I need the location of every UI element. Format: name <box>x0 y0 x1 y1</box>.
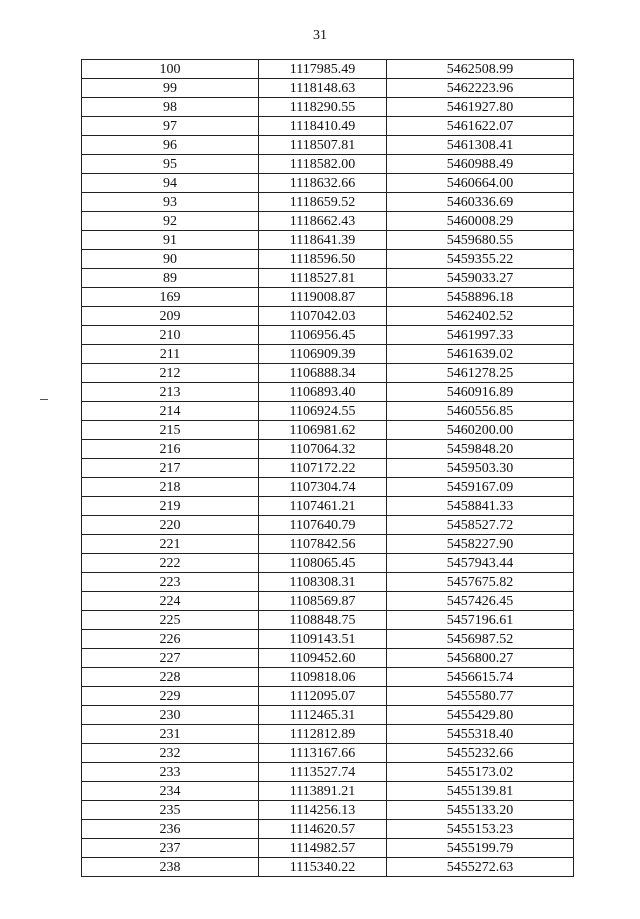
point-number-cell: 92 <box>82 212 259 231</box>
y-coordinate-cell: 5459680.55 <box>387 231 574 250</box>
x-coordinate-cell: 1118582.00 <box>259 155 387 174</box>
x-coordinate-cell: 1107042.03 <box>259 307 387 326</box>
x-coordinate-cell: 1118148.63 <box>259 79 387 98</box>
table-row <box>82 136 574 155</box>
x-coordinate-cell: 1107842.56 <box>259 535 387 554</box>
x-coordinate-cell: 1107461.21 <box>259 497 387 516</box>
y-coordinate-cell: 5456800.27 <box>387 649 574 668</box>
table-row <box>82 839 574 858</box>
table-row <box>82 763 574 782</box>
x-coordinate-cell: 1118507.81 <box>259 136 387 155</box>
x-coordinate-cell: 1109143.51 <box>259 630 387 649</box>
table-row <box>82 307 574 326</box>
table-row <box>82 402 574 421</box>
table-row <box>82 554 574 573</box>
y-coordinate-cell: 5458841.33 <box>387 497 574 516</box>
table-row <box>82 98 574 117</box>
x-coordinate-cell: 1113527.74 <box>259 763 387 782</box>
point-number-cell: 227 <box>82 649 259 668</box>
y-coordinate-cell: 5459355.22 <box>387 250 574 269</box>
point-number-cell: 169 <box>82 288 259 307</box>
table-row <box>82 288 574 307</box>
x-coordinate-cell: 1108308.31 <box>259 573 387 592</box>
point-number-cell: 89 <box>82 269 259 288</box>
table-row <box>82 250 574 269</box>
y-coordinate-cell: 5461278.25 <box>387 364 574 383</box>
x-coordinate-cell: 1107064.32 <box>259 440 387 459</box>
y-coordinate-cell: 5459033.27 <box>387 269 574 288</box>
x-coordinate-cell: 1108848.75 <box>259 611 387 630</box>
table-row <box>82 117 574 136</box>
x-coordinate-cell: 1106888.34 <box>259 364 387 383</box>
x-coordinate-cell: 1113167.66 <box>259 744 387 763</box>
point-number-cell: 91 <box>82 231 259 250</box>
x-coordinate-cell: 1108569.87 <box>259 592 387 611</box>
y-coordinate-cell: 5455580.77 <box>387 687 574 706</box>
x-coordinate-cell: 1115340.22 <box>259 858 387 877</box>
point-number-cell: 233 <box>82 763 259 782</box>
y-coordinate-cell: 5455272.63 <box>387 858 574 877</box>
point-number-cell: 222 <box>82 554 259 573</box>
y-coordinate-cell: 5460336.69 <box>387 193 574 212</box>
table-row <box>82 79 574 98</box>
x-coordinate-cell: 1118290.55 <box>259 98 387 117</box>
point-number-cell: 95 <box>82 155 259 174</box>
y-coordinate-cell: 5457426.45 <box>387 592 574 611</box>
page-number: 31 <box>313 28 327 43</box>
table-row <box>82 212 574 231</box>
y-coordinate-cell: 5455429.80 <box>387 706 574 725</box>
table-row <box>82 687 574 706</box>
point-number-cell: 217 <box>82 459 259 478</box>
x-coordinate-cell: 1118659.52 <box>259 193 387 212</box>
coordinates-table-body <box>82 60 574 877</box>
y-coordinate-cell: 5458896.18 <box>387 288 574 307</box>
point-number-cell: 234 <box>82 782 259 801</box>
y-coordinate-cell: 5461927.80 <box>387 98 574 117</box>
point-number-cell: 221 <box>82 535 259 554</box>
table-row <box>82 421 574 440</box>
point-number-cell: 94 <box>82 174 259 193</box>
table-row <box>82 440 574 459</box>
table-row <box>82 231 574 250</box>
point-number-cell: 229 <box>82 687 259 706</box>
x-coordinate-cell: 1112812.89 <box>259 725 387 744</box>
x-coordinate-cell: 1107304.74 <box>259 478 387 497</box>
y-coordinate-cell: 5461622.07 <box>387 117 574 136</box>
y-coordinate-cell: 5456987.52 <box>387 630 574 649</box>
point-number-cell: 225 <box>82 611 259 630</box>
y-coordinate-cell: 5461308.41 <box>387 136 574 155</box>
point-number-cell: 90 <box>82 250 259 269</box>
point-number-cell: 218 <box>82 478 259 497</box>
point-number-cell: 215 <box>82 421 259 440</box>
table-row <box>82 801 574 820</box>
x-coordinate-cell: 1118641.39 <box>259 231 387 250</box>
table-row <box>82 383 574 402</box>
table-row <box>82 592 574 611</box>
x-coordinate-cell: 1118632.66 <box>259 174 387 193</box>
y-coordinate-cell: 5461639.02 <box>387 345 574 364</box>
point-number-cell: 209 <box>82 307 259 326</box>
point-number-cell: 100 <box>82 60 259 79</box>
y-coordinate-cell: 5456615.74 <box>387 668 574 687</box>
table-row <box>82 820 574 839</box>
y-coordinate-cell: 5457943.44 <box>387 554 574 573</box>
y-coordinate-cell: 5460200.00 <box>387 421 574 440</box>
x-coordinate-cell: 1112095.07 <box>259 687 387 706</box>
x-coordinate-cell: 1106909.39 <box>259 345 387 364</box>
x-coordinate-cell: 1107640.79 <box>259 516 387 535</box>
margin-mark <box>40 399 48 400</box>
y-coordinate-cell: 5459848.20 <box>387 440 574 459</box>
table-row <box>82 668 574 687</box>
x-coordinate-cell: 1107172.22 <box>259 459 387 478</box>
table-row <box>82 174 574 193</box>
point-number-cell: 216 <box>82 440 259 459</box>
table-row <box>82 725 574 744</box>
y-coordinate-cell: 5457196.61 <box>387 611 574 630</box>
table-row <box>82 478 574 497</box>
y-coordinate-cell: 5455199.79 <box>387 839 574 858</box>
x-coordinate-cell: 1109452.60 <box>259 649 387 668</box>
point-number-cell: 231 <box>82 725 259 744</box>
x-coordinate-cell: 1112465.31 <box>259 706 387 725</box>
table-row <box>82 649 574 668</box>
table-row <box>82 155 574 174</box>
point-number-cell: 212 <box>82 364 259 383</box>
point-number-cell: 224 <box>82 592 259 611</box>
point-number-cell: 93 <box>82 193 259 212</box>
table-row <box>82 516 574 535</box>
table-row <box>82 364 574 383</box>
x-coordinate-cell: 1109818.06 <box>259 668 387 687</box>
y-coordinate-cell: 5455133.20 <box>387 801 574 820</box>
point-number-cell: 237 <box>82 839 259 858</box>
x-coordinate-cell: 1118527.81 <box>259 269 387 288</box>
y-coordinate-cell: 5458527.72 <box>387 516 574 535</box>
y-coordinate-cell: 5455139.81 <box>387 782 574 801</box>
table-row <box>82 744 574 763</box>
table-row <box>82 706 574 725</box>
x-coordinate-cell: 1108065.45 <box>259 554 387 573</box>
point-number-cell: 226 <box>82 630 259 649</box>
point-number-cell: 210 <box>82 326 259 345</box>
x-coordinate-cell: 1106893.40 <box>259 383 387 402</box>
point-number-cell: 214 <box>82 402 259 421</box>
y-coordinate-cell: 5455232.66 <box>387 744 574 763</box>
x-coordinate-cell: 1106956.45 <box>259 326 387 345</box>
x-coordinate-cell: 1119008.87 <box>259 288 387 307</box>
table-row <box>82 459 574 478</box>
point-number-cell: 211 <box>82 345 259 364</box>
y-coordinate-cell: 5459503.30 <box>387 459 574 478</box>
y-coordinate-cell: 5460988.49 <box>387 155 574 174</box>
point-number-cell: 99 <box>82 79 259 98</box>
table-row <box>82 858 574 877</box>
table-row <box>82 345 574 364</box>
x-coordinate-cell: 1114620.57 <box>259 820 387 839</box>
y-coordinate-cell: 5462508.99 <box>387 60 574 79</box>
table-row <box>82 782 574 801</box>
point-number-cell: 235 <box>82 801 259 820</box>
table-row <box>82 535 574 554</box>
table-row <box>82 326 574 345</box>
x-coordinate-cell: 1106981.62 <box>259 421 387 440</box>
table-row <box>82 630 574 649</box>
y-coordinate-cell: 5457675.82 <box>387 573 574 592</box>
coordinates-table <box>81 59 574 877</box>
table-row <box>82 269 574 288</box>
y-coordinate-cell: 5455153.23 <box>387 820 574 839</box>
y-coordinate-cell: 5462402.52 <box>387 307 574 326</box>
y-coordinate-cell: 5460916.89 <box>387 383 574 402</box>
point-number-cell: 98 <box>82 98 259 117</box>
point-number-cell: 232 <box>82 744 259 763</box>
point-number-cell: 230 <box>82 706 259 725</box>
x-coordinate-cell: 1114256.13 <box>259 801 387 820</box>
y-coordinate-cell: 5460556.85 <box>387 402 574 421</box>
y-coordinate-cell: 5461997.33 <box>387 326 574 345</box>
point-number-cell: 236 <box>82 820 259 839</box>
y-coordinate-cell: 5459167.09 <box>387 478 574 497</box>
x-coordinate-cell: 1113891.21 <box>259 782 387 801</box>
table-row <box>82 573 574 592</box>
y-coordinate-cell: 5455173.02 <box>387 763 574 782</box>
point-number-cell: 228 <box>82 668 259 687</box>
x-coordinate-cell: 1106924.55 <box>259 402 387 421</box>
y-coordinate-cell: 5455318.40 <box>387 725 574 744</box>
x-coordinate-cell: 1118596.50 <box>259 250 387 269</box>
table-row <box>82 60 574 79</box>
x-coordinate-cell: 1118410.49 <box>259 117 387 136</box>
point-number-cell: 223 <box>82 573 259 592</box>
table-row <box>82 497 574 516</box>
point-number-cell: 97 <box>82 117 259 136</box>
y-coordinate-cell: 5458227.90 <box>387 535 574 554</box>
point-number-cell: 219 <box>82 497 259 516</box>
x-coordinate-cell: 1118662.43 <box>259 212 387 231</box>
point-number-cell: 238 <box>82 858 259 877</box>
x-coordinate-cell: 1114982.57 <box>259 839 387 858</box>
point-number-cell: 213 <box>82 383 259 402</box>
x-coordinate-cell: 1117985.49 <box>259 60 387 79</box>
table-row <box>82 193 574 212</box>
y-coordinate-cell: 5460664.00 <box>387 174 574 193</box>
y-coordinate-cell: 5462223.96 <box>387 79 574 98</box>
point-number-cell: 220 <box>82 516 259 535</box>
y-coordinate-cell: 5460008.29 <box>387 212 574 231</box>
point-number-cell: 96 <box>82 136 259 155</box>
table-row <box>82 611 574 630</box>
